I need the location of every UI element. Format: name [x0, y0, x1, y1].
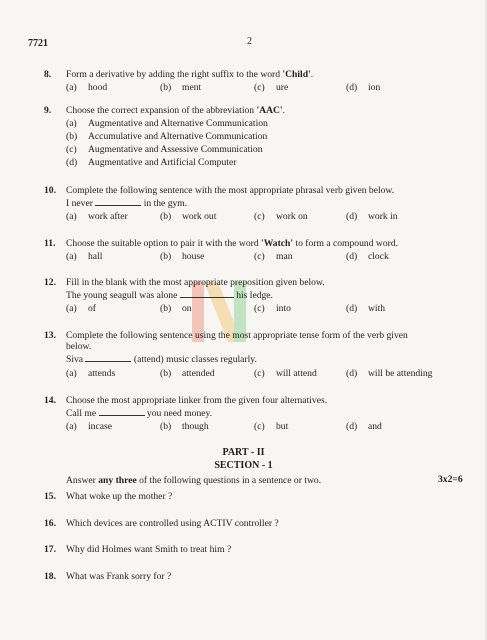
option-text: Augmentative and Alternative Communication [88, 118, 268, 129]
option-a [66, 81, 107, 94]
question-stem: Choose the most appropriate linker from the given four alternatives. [66, 395, 328, 406]
question-number: 8. [44, 69, 52, 80]
question-stem: Fill in the blank with the most appropriate preposition given below. [66, 277, 325, 288]
option-label: (a) [66, 368, 77, 379]
sentence [66, 197, 446, 210]
option-label: (d) [346, 303, 358, 314]
option-a [66, 367, 115, 380]
option-text: work out [182, 211, 217, 222]
option-label: (b) [160, 211, 172, 222]
question-stem [66, 237, 446, 250]
sentence-end: his ledge. [236, 290, 273, 301]
option-b [66, 130, 446, 143]
question-stem [66, 68, 446, 81]
sentence-end: in the gym. [143, 198, 188, 209]
option-text: hall [88, 251, 103, 262]
option-label: (b) [160, 303, 172, 314]
stem-line-2: below. [66, 341, 92, 352]
option-text: attends [88, 368, 116, 379]
option-label: (c) [254, 251, 265, 262]
sentence [66, 353, 446, 366]
question-number: 11. [44, 238, 56, 249]
option-d [346, 250, 389, 263]
option-c [254, 250, 293, 263]
option-d [66, 156, 446, 169]
sentence-start: Siva [66, 354, 84, 365]
option-text: Accumulative and Alternative Communication [88, 131, 268, 142]
option-c [254, 81, 288, 94]
option-text: will be attending [368, 368, 433, 379]
option-a [66, 420, 112, 433]
option-text: ment [182, 82, 202, 93]
option-label: (b) [66, 131, 78, 142]
option-text: into [276, 303, 291, 314]
option-text: Augmentative and Assessive Communication [88, 144, 263, 155]
option-a [66, 302, 96, 315]
stem-end: . [310, 69, 314, 80]
blank-line [99, 415, 145, 416]
question-number: 17. [44, 544, 56, 555]
option-text: on [182, 303, 192, 314]
option-d [346, 302, 385, 315]
section-title: SECTION - 1 [214, 460, 273, 471]
question-text: What was Frank sorry for ? [66, 571, 172, 582]
options-row [66, 81, 446, 94]
option-label: (c) [254, 368, 265, 379]
option-b [160, 420, 209, 433]
sentence-text [66, 353, 257, 366]
stem-end: . [282, 105, 286, 116]
option-b [160, 367, 215, 380]
option-label: (d) [66, 157, 78, 168]
option-text: ion [368, 82, 381, 93]
option-label: (b) [160, 82, 172, 93]
sentence-start: I never [66, 198, 93, 209]
option-c [254, 367, 317, 380]
option-label: (c) [254, 82, 265, 93]
option-c [254, 210, 308, 223]
marks-allocation: 3x2=6 [438, 474, 463, 485]
option-label: (c) [254, 211, 265, 222]
option-text: and [368, 421, 382, 432]
option-label: (c) [254, 421, 265, 432]
question-number: 15. [44, 491, 56, 502]
option-text: clock [368, 251, 389, 262]
option-text: will attend [276, 368, 317, 379]
option-label: (d) [346, 421, 358, 432]
blank-line [85, 361, 131, 362]
instruction-text [66, 474, 446, 487]
sentence-text [66, 197, 187, 210]
option-text: attended [182, 368, 215, 379]
option-text: incase [88, 421, 112, 432]
question-text: What woke up the mother ? [66, 491, 173, 502]
part-title: PART - II [222, 447, 265, 458]
paper-code: 7721 [28, 38, 48, 49]
option-c [254, 302, 291, 315]
stem-continuation [66, 340, 446, 353]
option-text: with [368, 303, 386, 314]
question-text: Why did Holmes want Smith to treat him ? [66, 544, 232, 555]
question-text: Which devices are controlled using ACTIV controller ? [66, 518, 279, 529]
blank-line [180, 297, 234, 298]
option-text: ure [276, 82, 289, 93]
question-number: 18. [44, 571, 56, 582]
option-label: (a) [66, 211, 77, 222]
option-label: (a) [66, 421, 77, 432]
instruction-start: Answer [66, 475, 99, 486]
question-number: 16. [44, 518, 56, 529]
blank-line [95, 205, 141, 206]
stem-keyword: 'Watch' [261, 238, 294, 249]
question-stem: Complete the following sentence using the most appropriate tense form of the verb given [66, 330, 408, 341]
options-row [66, 420, 446, 433]
sentence-end: you need money. [146, 408, 213, 419]
option-label: (b) [160, 251, 172, 262]
option-label: (a) [66, 118, 77, 129]
sentence-start: The young seagull was alone [66, 290, 178, 301]
question-stem [66, 104, 446, 117]
stem-text: Choose the correct expansion of the abbreviation [66, 105, 257, 116]
option-a [66, 210, 128, 223]
option-text: but [276, 421, 289, 432]
instruction-end: of the following questions in a sentence or two. [136, 475, 322, 486]
option-text: Augmentative and Artificial Computer [88, 157, 237, 168]
question-number: 9. [44, 105, 52, 116]
option-d [346, 210, 398, 223]
sentence-end: (attend) music classes regularly. [133, 354, 257, 365]
question-number: 10. [44, 185, 56, 196]
option-text: work after [88, 211, 128, 222]
option-label: (a) [66, 251, 77, 262]
option-b [160, 210, 216, 223]
sentence-start: Call me [66, 408, 97, 419]
stem-text: Form a derivative by adding the right suffix to the word [66, 69, 283, 80]
option-b [160, 250, 204, 263]
option-label: (b) [160, 421, 172, 432]
option-text: of [88, 303, 96, 314]
option-label: (a) [66, 303, 77, 314]
page-number: 2 [247, 36, 252, 47]
sentence [66, 407, 446, 420]
option-c [254, 420, 288, 433]
option-label: (d) [346, 211, 358, 222]
question-stem: Complete the following sentence with the most appropriate phrasal verb given below. [66, 185, 395, 196]
question-number: 12. [44, 277, 56, 288]
stem-end: to form a compound word. [293, 238, 399, 249]
option-label: (c) [254, 303, 265, 314]
sentence-text [66, 289, 273, 302]
option-d [346, 81, 380, 94]
option-b [160, 302, 192, 315]
option-text: hood [88, 82, 108, 93]
option-b [160, 81, 201, 94]
option-d [346, 367, 432, 380]
option-label: (a) [66, 82, 77, 93]
option-a [66, 117, 446, 130]
option-label: (d) [346, 82, 358, 93]
stem-text: Choose the suitable option to pair it with the word [66, 238, 262, 249]
option-d [346, 420, 382, 433]
option-label: (b) [160, 368, 172, 379]
stem-keyword: 'Child' [282, 69, 311, 80]
option-text: house [182, 251, 205, 262]
options-row [66, 302, 446, 315]
options-row [66, 250, 446, 263]
option-label: (d) [346, 368, 358, 379]
question-number: 14. [44, 395, 56, 406]
option-label: (c) [66, 144, 77, 155]
question-number: 13. [44, 330, 56, 341]
option-a [66, 250, 102, 263]
instruction-emphasis: any three [98, 475, 137, 486]
options-row [66, 210, 446, 223]
options-row [66, 367, 446, 380]
option-text: though [182, 421, 209, 432]
option-text: man [276, 251, 293, 262]
option-text: work in [368, 211, 398, 222]
stem-keyword: 'AAC' [256, 105, 283, 116]
option-text: work on [276, 211, 308, 222]
option-c [66, 143, 446, 156]
option-label: (d) [346, 251, 358, 262]
sentence [66, 289, 446, 302]
sentence-text [66, 407, 212, 420]
